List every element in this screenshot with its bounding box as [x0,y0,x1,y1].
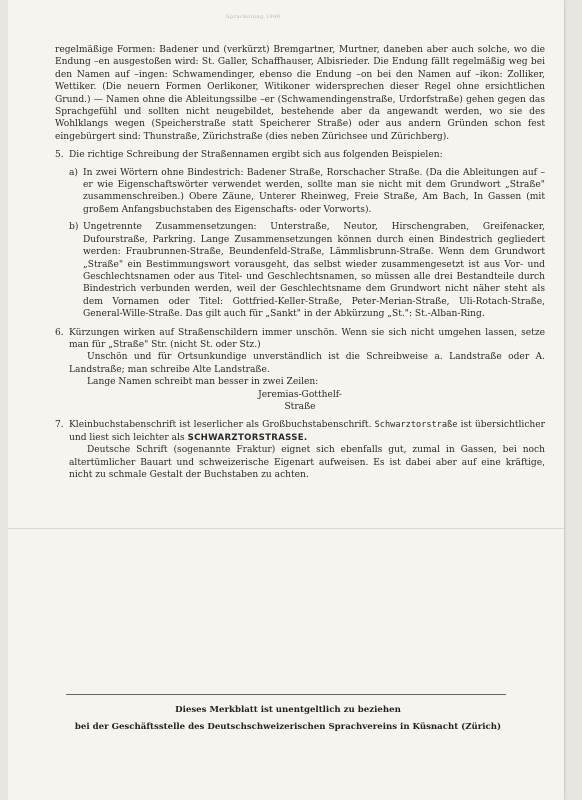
section-7-paragraph-2: Deutsche Schrift (sogenannte Fraktur) eignet sich ebenfalls gut, zumal in Gassen, bei noch altertümlicher Bauart und schweizerische Eigenart aufweisen. Es ist dabei aber auf eine kräftige, nicht zu schmale Gestalt der Buchstaben zu achten. [69,445,545,480]
document-body [55,44,545,481]
section-7-number: 7. [55,420,64,431]
section-6-paragraph-2: Unschön und für Ortsunkundige unverständlich ist die Schreibweise a. Landstraße oder A. Landstraße; man schreibe Alte Landstraße. [69,352,545,375]
section-5 [55,149,545,161]
document-sheet [8,0,564,800]
example-line-1: Jeremias-Gotthelf- [258,389,342,400]
faint-stamp: Spracholung 1946 [226,14,281,20]
mono-example: Schwarztorstraße [374,420,458,431]
section-6 [55,327,545,352]
footer-divider [66,694,506,695]
section-6-number: 6. [55,327,64,338]
section-5a-text: In zwei Wörtern ohne Bindestrich: Badener Straße, Rorschacher Straße. (Da die Ableitungen auf –er wie Eigenschaftswörter verwendet werden, sollte man sie nicht mit dem Grundwort „Straße" zusammenschreiben.) Obere Zäune, Unterer Rheinweg, Freie Straße, Am Bach, In Gassen (mit großem Anfangsbuchstaben des Eigenschafts- oder Vorworts). [83,167,545,215]
footer-line-2: bei der Geschäftsstelle des Deutschschweizerischen Sprachvereins in Küsnacht (Zürich) [74,722,502,732]
section-5b-label: b) [69,222,79,233]
section-6-paragraph-3: Lange Namen schreibt man besser in zwei Zeilen: [87,377,319,388]
section-5a [55,167,545,217]
caps-example: SCHWARZTORSTRASSE. [187,432,308,443]
section-6-text: Kürzungen wirken auf Straßenschildern immer unschön. Wenn sie sich nicht umgehen lassen, setze man für „Straße" Str. (nicht St. oder Stz.) [69,327,545,350]
section-7-text [69,419,545,444]
section-5b [55,221,545,320]
footer [48,702,528,736]
section-7-text-pre: Kleinbuchstabenschrift ist leserlicher als Großbuchstabenschrift. [69,420,372,431]
fold-line [8,528,564,529]
section-7-text-mid: ist übersichtlicher und liest sich leichter als [69,420,546,443]
section-5a-label: a) [69,167,78,178]
section-5-number: 5. [55,150,64,161]
section-7 [55,419,545,444]
intro-paragraph: regelmäßige Formen: Badener und (verkürzt) Bremgartner, Murtner, daneben aber auch solche, wo die Endung –en ausgestoßen wird: St. Galler, Schaffhauser, Albisrieder. Die Endung fällt regelmäßig weg bei den Namen auf –ingen: Schwamendinger, ebenso die Endung –on bei den Namen auf –ikon: Zolliker, Wettiker. (Die neuern Formen Oerlikoner, Witikoner widersprechen dieser Regel ohne ersichtlichen Grund.) — Namen ohne die Ableitungssilbe –er (Schwamendingenstraße, Urdorfstraße) gehen gegen das Sprachgefühl und sollten nicht neugebildet, bestehende aber da angewandt werden, wo sie des Wohlklangs wegen (Speicherstraße statt Speicherer Straße) oder aus andern Gründen schon fest eingebürgert sind: Thunstraße, Zürichstraße (dies neben Zürichsee und Zürichberg). [55,45,545,142]
footer-line-1: Dieses Merkblatt ist unentgeltlich zu beziehen [175,705,401,715]
section-5-text: Die richtige Schreibung der Straßennamen ergibt sich aus folgenden Beispielen: [69,150,443,161]
section-5b-text: Ungetrennte Zusammensetzungen: Unterstraße, Neutor, Hirschengraben, Greifenacker, Dufourstraße, Parkring. Lange Zusammensetzungen können durch einen Bindestrich gegliedert werden: Fraubrunnen-Straße, Beundenfeld-Straße, Lämmlisbrunn-Straße. Wenn dem Grundwort „Straße" ein Bestimmungswort vorausgeht, das selbst wieder zusammengesetzt ist aus Vor- und Geschlechtsnamen oder aus Titel- und Geschlechtsnamen, so müssen alle drei Bestandteile durch Bindestrich verbunden werden, weil der Geschlechtsname dem Grundwort nicht näher steht als dem Vornamen oder Titel: Gottfried-Keller-Straße, Peter-Merian-Straße, Uli-Rotach-Straße, General-Wille-Straße. Das gilt auch für „Sankt" in der Abkürzung „St.": St.-Alban-Ring. [83,222,545,320]
example-line-2: Straße [284,401,316,412]
